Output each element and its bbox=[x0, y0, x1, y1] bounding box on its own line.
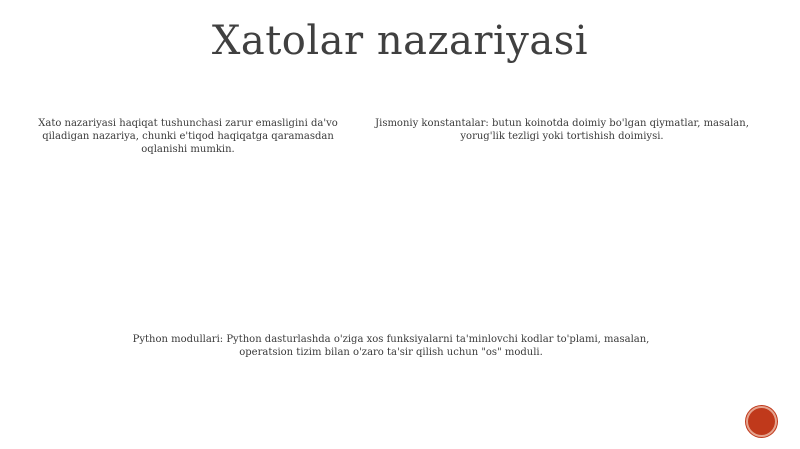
slide-title: Xatolar nazariyasi bbox=[211, 18, 589, 64]
text-block-python-modules: Python modullari: Python dasturlashda o'ziga xos funksiyalarni ta'minlovchi kodlar to'plami, masalan, operatsion tizim bilan o'zaro ta'sir qilish uchun "os" moduli. bbox=[132, 334, 650, 358]
text-block-physical-constants: Jismoniy konstantalar: butun koinotda doimiy bo'lgan qiymatlar, masalan, yorug'lik tezligi yoki tortishish doimiysi. bbox=[375, 118, 749, 142]
text-block-error-theory: Xato nazariyasi haqiqat tushunchasi zarur emasligini da'vo qiladigan nazariya, chunki e'tiqod haqiqatga qaramasdan oqlanishi mumkin. bbox=[38, 118, 338, 155]
slide-nav-button[interactable] bbox=[748, 408, 775, 435]
